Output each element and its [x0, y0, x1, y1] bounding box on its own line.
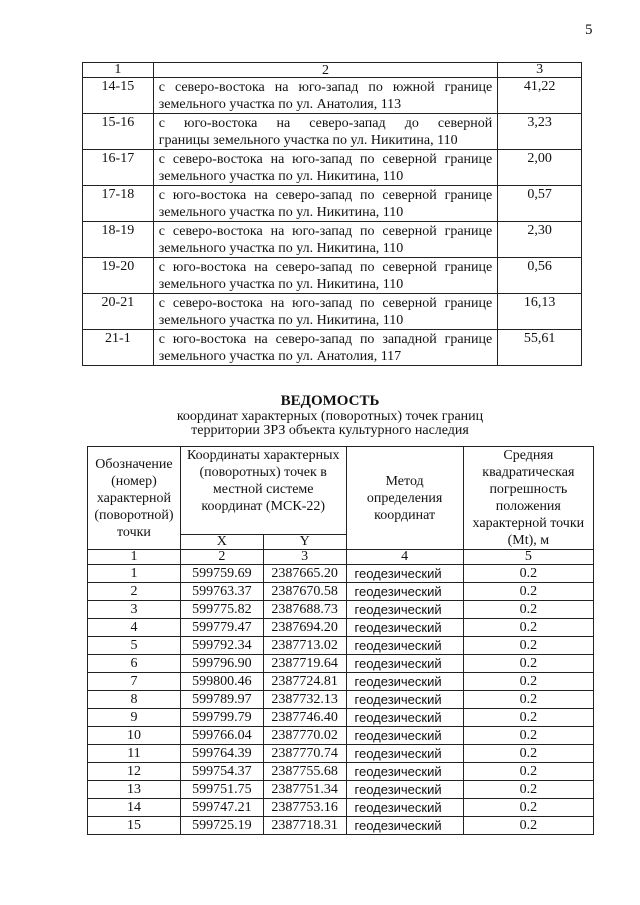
point-number-cell: 10 — [88, 727, 181, 745]
header-y: Y — [263, 534, 346, 549]
point-number-cell: 2 — [88, 583, 181, 601]
length-cell: 16,13 — [498, 294, 582, 330]
column-number: 1 — [88, 550, 181, 565]
method-cell: геодезический — [346, 763, 463, 781]
point-number-cell: 3 — [88, 601, 181, 619]
error-cell: 0.2 — [463, 637, 593, 655]
error-cell: 0.2 — [463, 583, 593, 601]
table-row — [83, 114, 582, 150]
length-cell: 41,22 — [498, 78, 582, 114]
column-number-row — [88, 550, 594, 565]
table-row — [83, 294, 582, 330]
table-row — [88, 619, 594, 637]
segment-cell: 21-1 — [83, 330, 154, 366]
table-row — [88, 763, 594, 781]
x-coordinate-cell: 599775.82 — [180, 601, 263, 619]
segment-cell: 15-16 — [83, 114, 154, 150]
segment-cell: 20-21 — [83, 294, 154, 330]
description-line: с юго-востока на северо-запад по северной границе — [158, 260, 493, 275]
error-cell: 0.2 — [463, 673, 593, 691]
y-coordinate-cell: 2387751.34 — [263, 781, 346, 799]
x-coordinate-cell: 599766.04 — [180, 727, 263, 745]
point-number-cell: 6 — [88, 655, 181, 673]
x-coordinate-cell: 599759.69 — [180, 565, 263, 583]
method-cell: геодезический — [346, 619, 463, 637]
point-number-cell: 5 — [88, 637, 181, 655]
method-cell: геодезический — [346, 727, 463, 745]
segment-cell: 17-18 — [83, 186, 154, 222]
point-number-cell: 13 — [88, 781, 181, 799]
description-line: земельного участка по ул. Никитина, 110 — [158, 205, 404, 220]
x-coordinate-cell: 599725.19 — [180, 817, 263, 835]
error-cell: 0.2 — [463, 565, 593, 583]
error-cell: 0.2 — [463, 745, 593, 763]
length-cell: 55,61 — [498, 330, 582, 366]
table-row — [83, 186, 582, 222]
description-line: с юго-востока на северо-запад до северной — [158, 116, 493, 131]
y-coordinate-cell: 2387665.20 — [263, 565, 346, 583]
description-line: земельного участка по ул. Никитина, 110 — [158, 277, 404, 292]
table-row — [88, 709, 594, 727]
description-cell — [153, 114, 497, 150]
point-number-cell: 4 — [88, 619, 181, 637]
error-cell: 0.2 — [463, 781, 593, 799]
table-row — [88, 601, 594, 619]
header-method: Метод определения координат — [346, 447, 463, 550]
y-coordinate-cell: 2387732.13 — [263, 691, 346, 709]
error-cell: 0.2 — [463, 601, 593, 619]
header-coordinates: Координаты характерных (поворотных) точек в местной системе координат (МСК-22) — [180, 447, 346, 535]
header-cell: 3 — [498, 63, 582, 78]
description-line: с северо-востока на юго-запад по северной границе — [158, 296, 493, 311]
point-number-cell: 14 — [88, 799, 181, 817]
header-point-number: Обозначение (номер) характерной (поворотной) точки — [88, 447, 181, 550]
table-row — [88, 673, 594, 691]
description-cell — [153, 150, 497, 186]
description-line: границы земельного участка по ул. Никитина, 110 — [158, 133, 458, 148]
table-row — [88, 727, 594, 745]
error-cell: 0.2 — [463, 691, 593, 709]
description-line: с северо-востока на юго-запад по северной границе — [158, 152, 493, 167]
point-number-cell: 15 — [88, 817, 181, 835]
description-cell — [153, 78, 497, 114]
x-coordinate-cell: 599789.97 — [180, 691, 263, 709]
method-cell: геодезический — [346, 745, 463, 763]
error-cell: 0.2 — [463, 709, 593, 727]
length-cell: 2,30 — [498, 222, 582, 258]
y-coordinate-cell: 2387688.73 — [263, 601, 346, 619]
x-coordinate-cell: 599763.37 — [180, 583, 263, 601]
method-cell: геодезический — [346, 691, 463, 709]
description-line: с северо-востока на юго-запад по северной границе — [158, 224, 493, 239]
method-cell: геодезический — [346, 655, 463, 673]
description-cell — [153, 186, 497, 222]
table-row — [83, 78, 582, 114]
table-row — [83, 330, 582, 366]
column-number: 5 — [463, 550, 593, 565]
description-line: с северо-востока на юго-запад по южной границе — [158, 80, 493, 95]
document-title: ВЕДОМОСТЬ — [280, 393, 380, 409]
table-row — [88, 799, 594, 817]
error-cell: 0.2 — [463, 763, 593, 781]
table-row — [83, 222, 582, 258]
table-row — [83, 150, 582, 186]
y-coordinate-cell: 2387753.16 — [263, 799, 346, 817]
header-cell: 2 — [153, 63, 497, 78]
method-cell: геодезический — [346, 781, 463, 799]
segment-cell: 16-17 — [83, 150, 154, 186]
description-cell — [153, 222, 497, 258]
length-cell: 0,57 — [498, 186, 582, 222]
table-row — [88, 817, 594, 835]
segment-cell: 14-15 — [83, 78, 154, 114]
method-cell: геодезический — [346, 673, 463, 691]
description-cell — [153, 258, 497, 294]
x-coordinate-cell: 599800.46 — [180, 673, 263, 691]
table-row — [88, 637, 594, 655]
segment-cell: 18-19 — [83, 222, 154, 258]
description-cell — [153, 294, 497, 330]
description-cell — [153, 330, 497, 366]
header-cell: 1 — [83, 63, 154, 78]
table-row — [88, 691, 594, 709]
point-number-cell: 7 — [88, 673, 181, 691]
y-coordinate-cell: 2387770.02 — [263, 727, 346, 745]
method-cell: геодезический — [346, 817, 463, 835]
boundary-description-table — [82, 62, 582, 366]
table-header-row — [88, 447, 594, 535]
point-number-cell: 9 — [88, 709, 181, 727]
table-row — [88, 655, 594, 673]
length-cell: 3,23 — [498, 114, 582, 150]
description-line: земельного участка по ул. Анатолия, 117 — [158, 349, 402, 364]
point-number-cell: 11 — [88, 745, 181, 763]
error-cell: 0.2 — [463, 799, 593, 817]
method-cell: геодезический — [346, 583, 463, 601]
table-header-row — [83, 63, 582, 78]
page-number: 5 — [585, 22, 593, 38]
method-cell: геодезический — [346, 709, 463, 727]
column-number: 2 — [180, 550, 263, 565]
table-row — [88, 583, 594, 601]
method-cell: геодезический — [346, 799, 463, 817]
y-coordinate-cell: 2387713.02 — [263, 637, 346, 655]
table-row — [88, 565, 594, 583]
point-number-cell: 8 — [88, 691, 181, 709]
x-coordinate-cell: 599779.47 — [180, 619, 263, 637]
error-cell: 0.2 — [463, 619, 593, 637]
y-coordinate-cell: 2387670.58 — [263, 583, 346, 601]
method-cell: геодезический — [346, 601, 463, 619]
point-number-cell: 1 — [88, 565, 181, 583]
table-row — [83, 258, 582, 294]
description-line: с юго-востока на северо-запад по западной границе — [158, 332, 493, 347]
x-coordinate-cell: 599796.90 — [180, 655, 263, 673]
coordinates-table — [87, 446, 594, 835]
document-subtitle: территории ЗРЗ объекта культурного наследия — [191, 423, 469, 438]
point-number-cell: 12 — [88, 763, 181, 781]
error-cell: 0.2 — [463, 727, 593, 745]
error-cell: 0.2 — [463, 655, 593, 673]
column-number: 3 — [263, 550, 346, 565]
description-line: земельного участка по ул. Никитина, 110 — [158, 241, 404, 256]
x-coordinate-cell: 599764.39 — [180, 745, 263, 763]
column-number: 4 — [346, 550, 463, 565]
y-coordinate-cell: 2387694.20 — [263, 619, 346, 637]
header-x: X — [180, 534, 263, 549]
y-coordinate-cell: 2387746.40 — [263, 709, 346, 727]
y-coordinate-cell: 2387719.64 — [263, 655, 346, 673]
description-line: земельного участка по ул. Никитина, 110 — [158, 169, 404, 184]
y-coordinate-cell: 2387718.31 — [263, 817, 346, 835]
segment-cell: 19-20 — [83, 258, 154, 294]
error-cell: 0.2 — [463, 817, 593, 835]
x-coordinate-cell: 599792.34 — [180, 637, 263, 655]
description-line: земельного участка по ул. Анатолия, 113 — [158, 97, 402, 112]
method-cell: геодезический — [346, 565, 463, 583]
description-line: с юго-востока на северо-запад по северной границе — [158, 188, 493, 203]
header-error: Средняя квадратическая погрешность положения характерной точки (Mt), м — [463, 447, 593, 550]
y-coordinate-cell: 2387724.81 — [263, 673, 346, 691]
x-coordinate-cell: 599751.75 — [180, 781, 263, 799]
method-cell: геодезический — [346, 637, 463, 655]
table-row — [88, 745, 594, 763]
x-coordinate-cell: 599754.37 — [180, 763, 263, 781]
document-subtitle: координат характерных (поворотных) точек границ — [176, 409, 484, 424]
x-coordinate-cell: 599799.79 — [180, 709, 263, 727]
description-line: земельного участка по ул. Никитина, 110 — [158, 313, 404, 328]
x-coordinate-cell: 599747.21 — [180, 799, 263, 817]
y-coordinate-cell: 2387770.74 — [263, 745, 346, 763]
table-row — [88, 781, 594, 799]
y-coordinate-cell: 2387755.68 — [263, 763, 346, 781]
length-cell: 2,00 — [498, 150, 582, 186]
length-cell: 0,56 — [498, 258, 582, 294]
